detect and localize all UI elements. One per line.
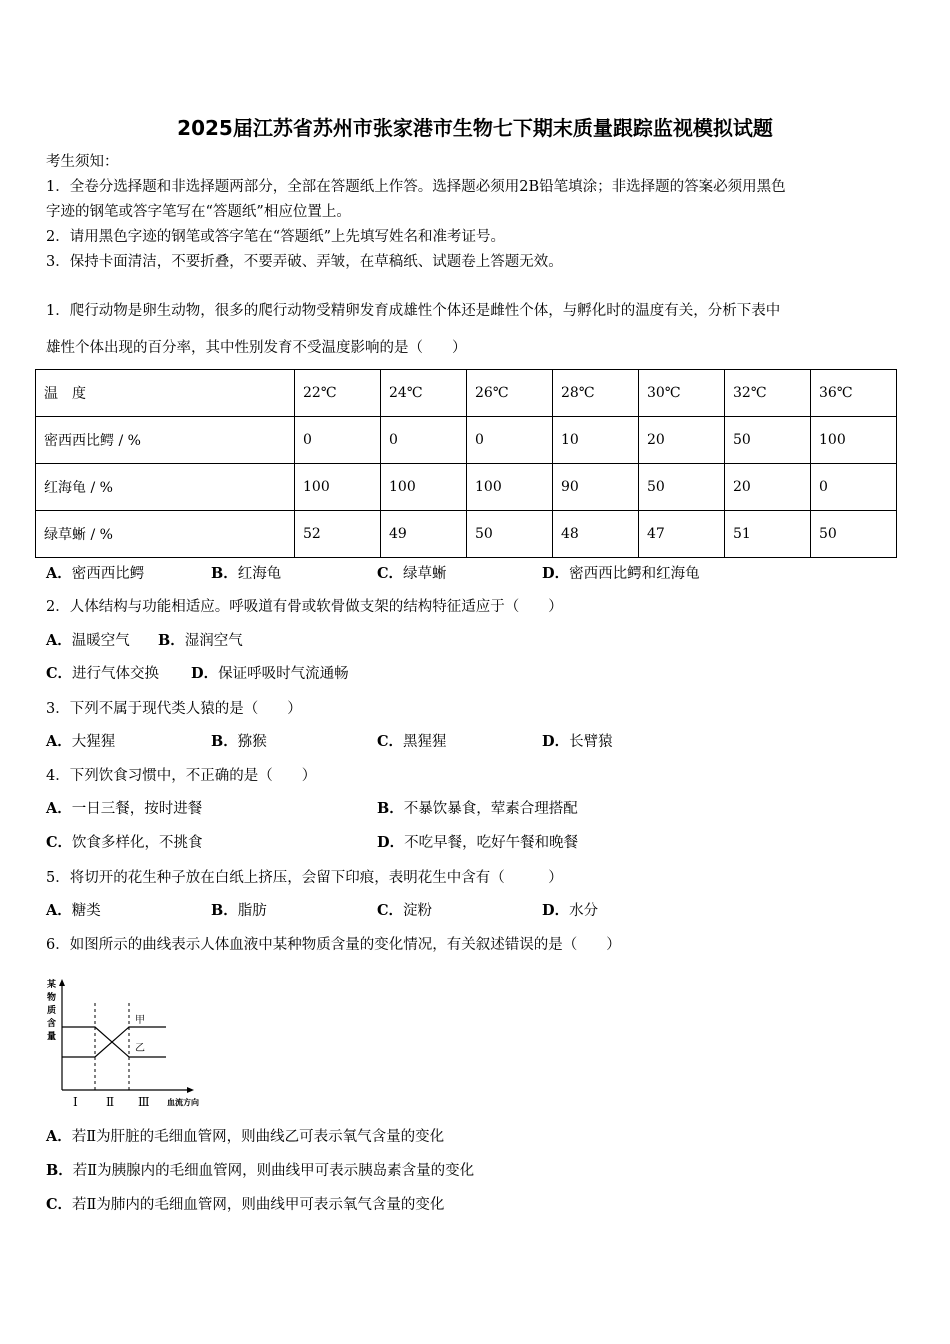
option-letter: D．	[542, 565, 570, 582]
curve-yi	[62, 1027, 166, 1057]
curve-label-jia: 甲	[135, 1015, 145, 1026]
q3-option-d[interactable]	[542, 732, 613, 752]
table-cell: 48	[553, 511, 639, 558]
option-letter: A．	[46, 733, 72, 750]
table-cell: 28℃	[553, 370, 639, 417]
q4-option-d[interactable]	[377, 833, 578, 853]
y-axis-label-char: 物	[47, 993, 57, 1003]
option-text: 保证呼吸时气流通畅	[218, 666, 349, 682]
option-letter: C．	[377, 902, 404, 919]
option-text: 不暴饮暴食，荤素合理搭配	[403, 801, 578, 817]
y-axis-label-char: 含	[47, 1019, 57, 1029]
option-letter: A．	[46, 1128, 72, 1145]
q4-option-c[interactable]	[46, 833, 203, 853]
q3-stem: 3．下列不属于现代类人猿的是（ ）	[46, 701, 302, 717]
q2-option-b[interactable]	[158, 631, 243, 651]
option-text: 一日三餐，按时进餐	[71, 801, 203, 817]
table-cell: 100	[295, 464, 381, 511]
table-cell: 20	[639, 417, 725, 464]
notice-item-2: 2．请用黑色字迹的钢笔或答字笔在“答题纸”上先填写姓名和准考证号。	[46, 229, 506, 245]
x-axis-label: 血流方向	[167, 1098, 199, 1107]
q3-option-c[interactable]	[377, 732, 447, 752]
option-letter: C．	[46, 665, 73, 682]
table-cell: 32℃	[725, 370, 811, 417]
q2-option-c[interactable]	[46, 664, 159, 684]
table-cell: 51	[725, 511, 811, 558]
table-cell: 100	[381, 464, 467, 511]
q1-stem-line2: 雄性个体出现的百分率，其中性别发育不受温度影响的是（ ）	[46, 340, 467, 356]
option-text: 不吃早餐，吃好午餐和晚餐	[404, 835, 579, 851]
q2-option-a[interactable]	[46, 631, 130, 651]
blood-content-graph	[40, 975, 220, 1110]
option-text: 若Ⅱ为胰腺内的毛细血管网，则曲线甲可表示胰岛素含量的变化	[72, 1163, 475, 1179]
q5-option-d[interactable]	[542, 901, 598, 921]
table-row	[36, 417, 897, 464]
option-letter: C．	[377, 565, 404, 582]
option-letter: C．	[377, 733, 404, 750]
table-cell: 0	[811, 464, 897, 511]
option-text: 饮食多样化，不挑食	[72, 835, 203, 851]
option-letter: B．	[211, 565, 238, 582]
table-cell: 50	[639, 464, 725, 511]
table-cell: 密西西比鳄 / %	[36, 417, 295, 464]
q4-stem: 4．下列饮食习惯中，不正确的是（ ）	[46, 768, 317, 784]
q1-stem-line1: 1．爬行动物是卵生动物，很多的爬行动物受精卵发育成雄性个体还是雌性个体，与孵化时的温度有关，分析下表中	[46, 303, 781, 319]
option-letter: D．	[542, 733, 570, 750]
table-cell: 10	[553, 417, 639, 464]
option-letter: B．	[46, 1162, 73, 1179]
option-text: 湿润空气	[184, 633, 243, 649]
table-cell: 0	[381, 417, 467, 464]
q4-option-a[interactable]	[46, 799, 202, 819]
table-cell: 50	[811, 511, 897, 558]
q2-stem: 2．人体结构与功能相适应。呼吸道有骨或软骨做支架的结构特征适应于（ ）	[46, 599, 563, 615]
table-cell: 绿草蜥 / %	[36, 511, 295, 558]
table-cell: 49	[381, 511, 467, 558]
table-cell: 26℃	[467, 370, 553, 417]
notice-item-3: 3．保持卡面清洁，不要折叠，不要弄破、弄皱，在草稿纸、试题卷上答题无效。	[46, 254, 563, 270]
section-label: Ⅰ	[73, 1095, 78, 1109]
option-text: 长臂猿	[569, 734, 613, 750]
curve-jia	[62, 1027, 166, 1057]
q3-option-a[interactable]	[46, 732, 115, 752]
table-cell: 47	[639, 511, 725, 558]
option-letter: D．	[191, 665, 219, 682]
x-axis-arrow-icon	[187, 1087, 194, 1093]
table-cell: 100	[811, 417, 897, 464]
option-text: 淀粉	[403, 903, 433, 919]
table-row	[36, 464, 897, 511]
option-text: 若Ⅱ为肝脏的毛细血管网，则曲线乙可表示氧气含量的变化	[71, 1129, 445, 1145]
q6-option-a[interactable]	[46, 1127, 444, 1147]
table-cell: 0	[295, 417, 381, 464]
option-text: 脂肪	[237, 903, 267, 919]
option-letter: C．	[46, 1196, 73, 1213]
q2-option-d[interactable]	[191, 664, 349, 684]
option-letter: D．	[542, 902, 570, 919]
option-letter: C．	[46, 834, 73, 851]
y-axis-label-char: 质	[47, 1006, 57, 1016]
option-letter: B．	[211, 733, 238, 750]
curve-label-yi: 乙	[135, 1043, 145, 1054]
option-text: 糖类	[71, 903, 101, 919]
q1-option-c[interactable]	[377, 564, 447, 584]
option-text: 红海龟	[237, 566, 282, 582]
table-cell: 52	[295, 511, 381, 558]
section-label: Ⅲ	[138, 1095, 150, 1109]
table-cell: 0	[467, 417, 553, 464]
table-cell: 30℃	[639, 370, 725, 417]
q3-option-b[interactable]	[211, 732, 267, 752]
option-text: 若Ⅱ为肺内的毛细血管网，则曲线甲可表示氧气含量的变化	[72, 1197, 445, 1213]
q5-option-b[interactable]	[211, 901, 267, 921]
q1-option-b[interactable]	[211, 564, 281, 584]
q4-option-b[interactable]	[377, 799, 578, 819]
table-cell: 100	[467, 464, 553, 511]
q6-option-b[interactable]	[46, 1161, 474, 1181]
notice-item-1: 1．全卷分选择题和非选择题两部分，全部在答题纸上作答。选择题必须用2B铅笔填涂；非选择题的答案必须用黑色	[46, 179, 786, 195]
page-title: 2025届江苏省苏州市张家港市生物七下期末质量跟踪监视模拟试题	[177, 116, 773, 140]
q6-option-c[interactable]	[46, 1195, 444, 1215]
q5-stem: 5．将切开的花生种子放在白纸上挤压，会留下印痕，表明花生中含有（ ）	[46, 870, 563, 886]
option-letter: A．	[46, 902, 72, 919]
temperature-table	[35, 369, 897, 558]
table-row	[36, 511, 897, 558]
option-text: 进行气体交换	[72, 666, 160, 682]
table-cell: 温 度	[36, 370, 295, 417]
table-cell: 50	[467, 511, 553, 558]
q5-option-a[interactable]	[46, 901, 101, 921]
option-text: 密西西比鳄	[71, 566, 145, 582]
notice-item-1-cont: 字迹的钢笔或答字笔写在“答题纸”相应位置上。	[46, 204, 351, 220]
q1-option-a[interactable]	[46, 564, 144, 584]
table-header-row	[36, 370, 897, 417]
option-letter: A．	[46, 632, 72, 649]
y-axis-arrow-icon	[59, 979, 65, 986]
table-cell: 24℃	[381, 370, 467, 417]
option-letter: B．	[377, 800, 404, 817]
table-cell: 红海龟 / %	[36, 464, 295, 511]
y-axis-label-char: 某	[47, 980, 57, 990]
option-letter: B．	[211, 902, 238, 919]
table-cell: 50	[725, 417, 811, 464]
option-text: 大猩猩	[71, 734, 116, 750]
q1-option-d[interactable]	[542, 564, 700, 584]
option-text: 绿草蜥	[403, 566, 447, 582]
y-axis-label-char: 量	[47, 1032, 57, 1042]
option-letter: D．	[377, 834, 405, 851]
q6-stem: 6．如图所示的曲线表示人体血液中某种物质含量的变化情况，有关叙述错误的是（ ）	[46, 937, 621, 953]
table-cell: 36℃	[811, 370, 897, 417]
table-cell: 90	[553, 464, 639, 511]
table-cell: 22℃	[295, 370, 381, 417]
option-letter: B．	[158, 632, 185, 649]
option-text: 水分	[569, 903, 599, 919]
option-letter: A．	[46, 800, 72, 817]
option-letter: A．	[46, 565, 72, 582]
option-text: 猕猴	[237, 734, 267, 750]
option-text: 温暖空气	[71, 633, 130, 649]
table-cell: 20	[725, 464, 811, 511]
notice-heading: 考生须知：	[46, 154, 119, 170]
q5-option-c[interactable]	[377, 901, 432, 921]
option-text: 密西西比鳄和红海龟	[569, 566, 700, 582]
section-label: Ⅱ	[106, 1095, 115, 1109]
option-text: 黑猩猩	[403, 734, 447, 750]
